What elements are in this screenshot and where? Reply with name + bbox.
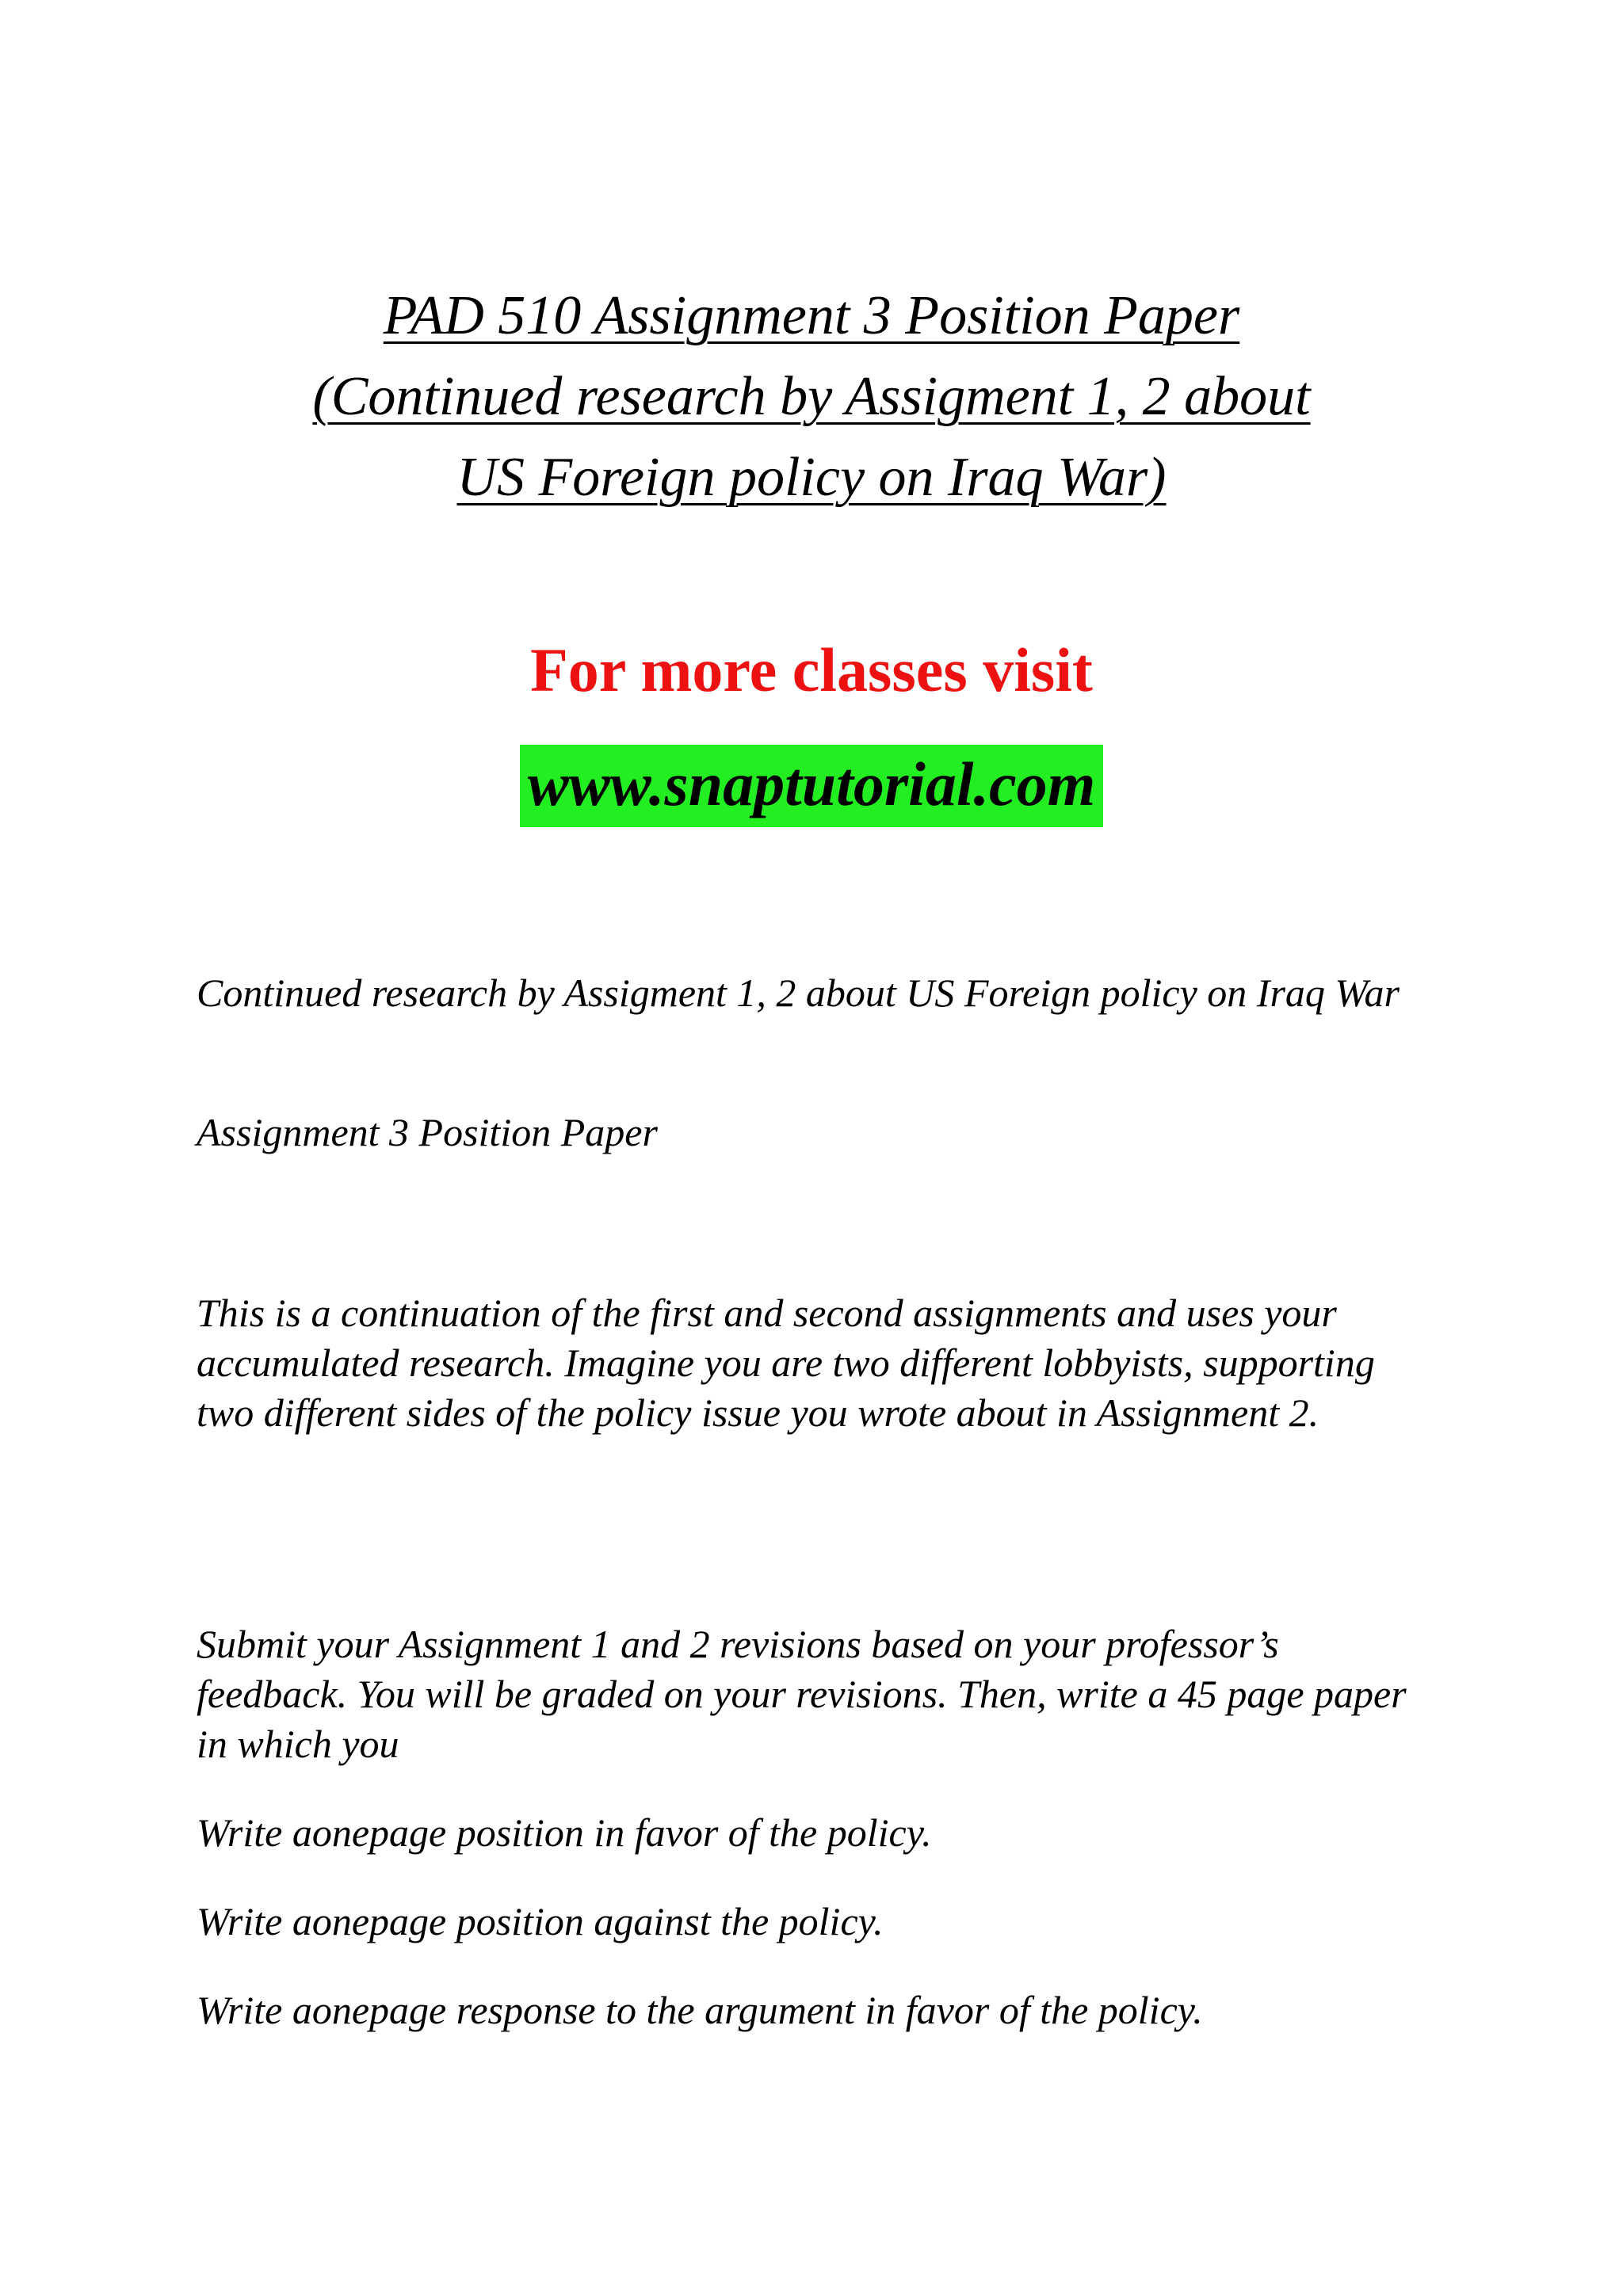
paragraph-position-favor: Write aonepage position in favor of the policy.	[197, 1810, 932, 1855]
title-line-1: PAD 510 Assignment 3 Position Paper	[383, 285, 1240, 346]
title-line-2: (Continued research by Assigment 1, 2 about	[312, 366, 1311, 427]
promo-url-link[interactable]: www.snaptutorial.com	[520, 745, 1104, 827]
paragraph-continuation: This is a continuation of the first and second assignments and uses your accumulated research. Imagine you are two different lobbyists, supporting two different sides of the policy issue you wrote about in Assignment 2.	[197, 1291, 1375, 1435]
paragraph-position-against: Write aonepage position against the policy.	[197, 1899, 884, 1943]
paragraph-assignment-title: Assignment 3 Position Paper	[197, 1110, 658, 1154]
paragraph-response-favor: Write aonepage response to the argument in favor of the policy.	[197, 1988, 1203, 2032]
title-line-3: US Foreign policy on Iraq War)	[456, 447, 1167, 508]
paragraph-submit-instructions: Submit your Assignment 1 and 2 revisions based on your professor’s feedback. You will be graded on your revisions. Then, write a 45 page paper in which you	[197, 1622, 1407, 1766]
promo-url-container	[0, 745, 1623, 827]
document-title	[0, 276, 1623, 518]
paragraph-intro: Continued research by Assigment 1, 2 about US Foreign policy on Iraq War	[197, 971, 1400, 1015]
promo-text: For more classes visit	[530, 635, 1093, 704]
